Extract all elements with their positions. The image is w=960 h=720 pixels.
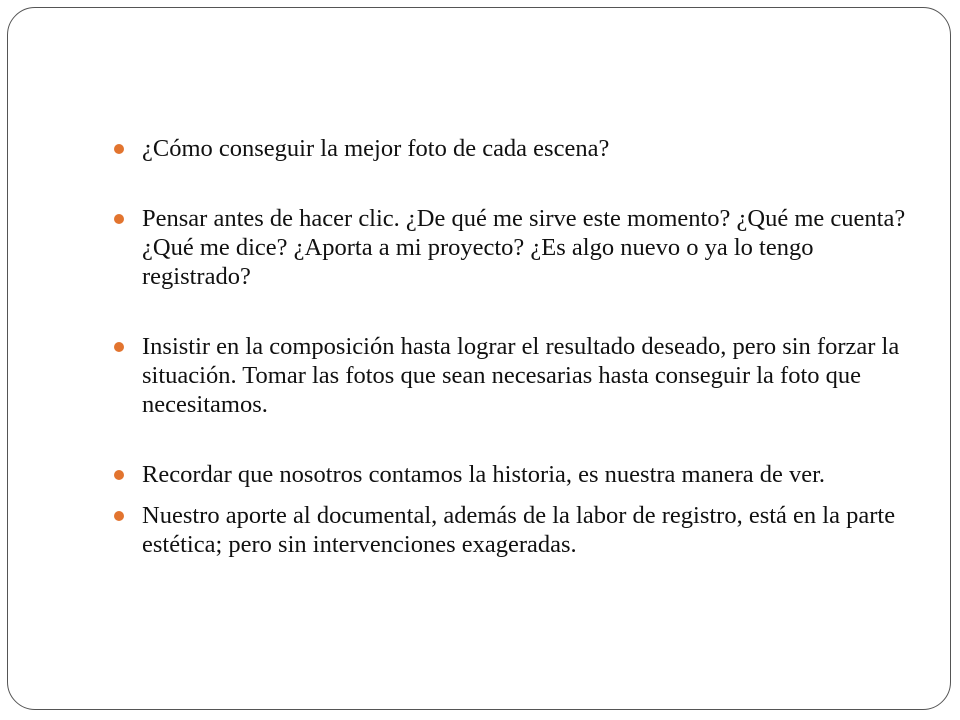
bullet-dot-icon [114, 144, 124, 154]
bullet-text: ¿Cómo conseguir la mejor foto de cada escena? [142, 135, 610, 162]
bullet-dot-icon [114, 342, 124, 352]
bullet-item [114, 460, 914, 489]
bullet-text: Nuestro aporte al documental, además de la labor de registro, está en la parte estética; pero sin intervenciones exageradas. [142, 502, 896, 558]
slide-frame [7, 7, 951, 710]
bullet-text: Pensar antes de hacer clic. ¿De qué me sirve este momento? ¿Qué me cuenta? ¿Qué me dice? ¿Aporta a mi proyecto? ¿Es algo nuevo o ya lo tengo registrado? [142, 205, 906, 290]
bullet-text: Recordar que nosotros contamos la historia, es nuestra manera de ver. [142, 461, 826, 488]
bullet-item [114, 501, 914, 559]
bullet-dot-icon [114, 214, 124, 224]
bullet-item [114, 204, 914, 291]
bullet-item [114, 134, 914, 163]
bullet-text: Insistir en la composición hasta lograr el resultado deseado, pero sin forzar la situación. Tomar las fotos que sean necesarias hasta conseguir la foto que necesitamos. [142, 333, 900, 418]
bullet-item [114, 332, 914, 419]
bullet-list [114, 134, 914, 559]
bullet-dot-icon [114, 470, 124, 480]
bullet-dot-icon [114, 511, 124, 521]
